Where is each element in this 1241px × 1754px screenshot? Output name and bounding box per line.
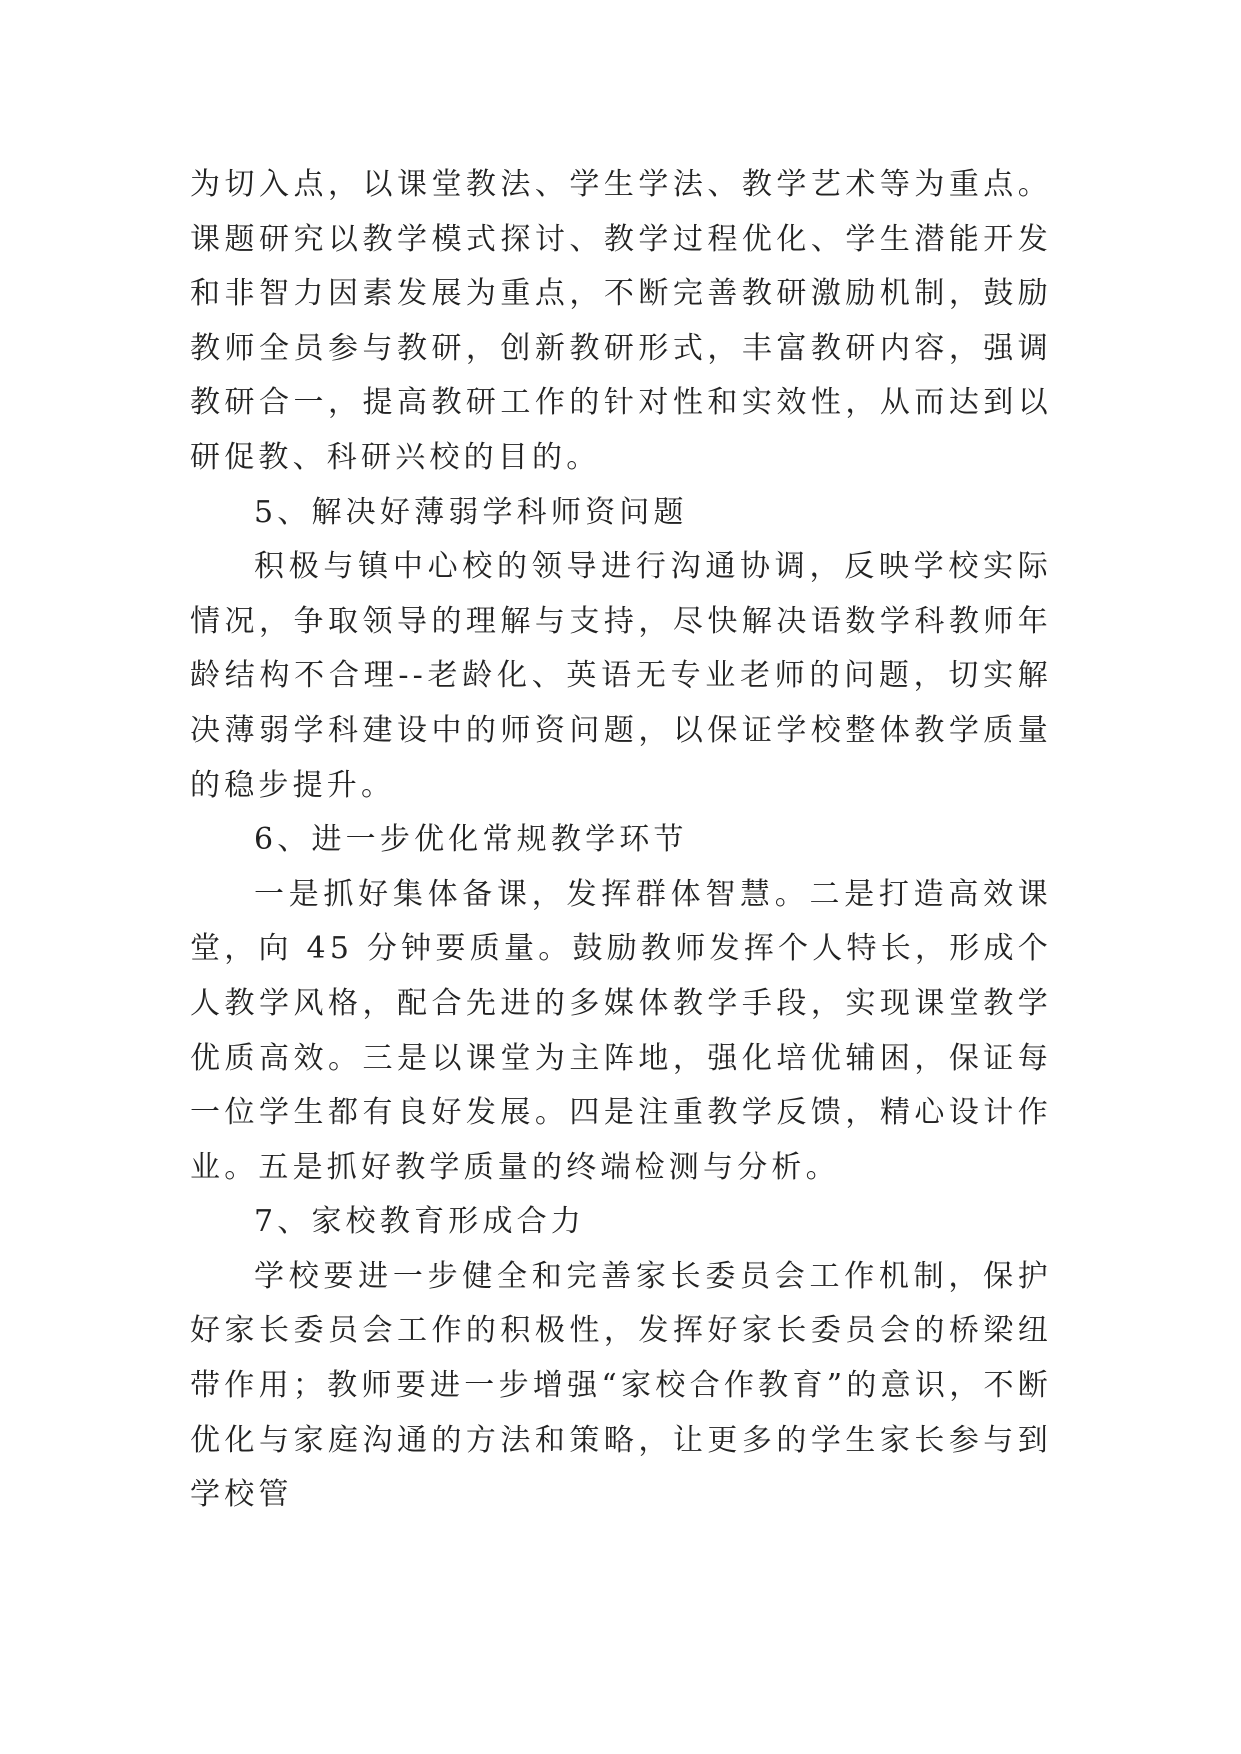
paragraph-home-school-cooperation: 学校要进一步健全和完善家长委员会工作机制，保护好家长委员会工作的积极性，发挥好家长委员会的桥梁纽带作用；教师要进一步增强“家校合作教育”的意识，不断优化与家庭沟通的方法和策略，让更多的学生家长参与到学校管 [190, 1258, 1052, 1513]
document-body [190, 158, 1052, 1523]
heading-weak-subject-teachers: 5、解决好薄弱学科师资问题 [254, 494, 688, 530]
heading-optimize-teaching: 6、进一步优化常规教学环节 [254, 822, 688, 858]
heading-home-school-cooperation: 7、家校教育形成合力 [254, 1204, 586, 1240]
paragraph-optimize-teaching: 一是抓好集体备课，发挥群体智慧。二是打造高效课堂，向 45 分钟要质量。鼓励教师发挥个人特长，形成个人教学风格，配合先进的多媒体教学手段，实现课堂教学优质高效。三是以课堂为主阵地，强化培优辅困，保证每一位学生都有良好发展。四是注重教学反馈，精心设计作业。五是抓好教学质量的终端检测与分析。 [190, 876, 1052, 1185]
paragraph-teaching-research: 为切入点，以课堂教法、学生学法、教学艺术等为重点。课题研究以教学模式探讨、教学过程优化、学生潜能开发和非智力因素发展为重点，不断完善教研激励机制，鼓励教师全员参与教研，创新教研形式，丰富教研内容，强调教研合一，提高教研工作的针对性和实效性，从而达到以研促教、科研兴校的目的。 [190, 167, 1052, 475]
paragraph-weak-subject-teachers: 积极与镇中心校的领导进行沟通协调，反映学校实际情况，争取领导的理解与支持，尽快解决语数学科教师年龄结构不合理--老龄化、英语无专业老师的问题，切实解决薄弱学科建设中的师资问题，以保证学校整体教学质量的稳步提升。 [190, 549, 1052, 803]
